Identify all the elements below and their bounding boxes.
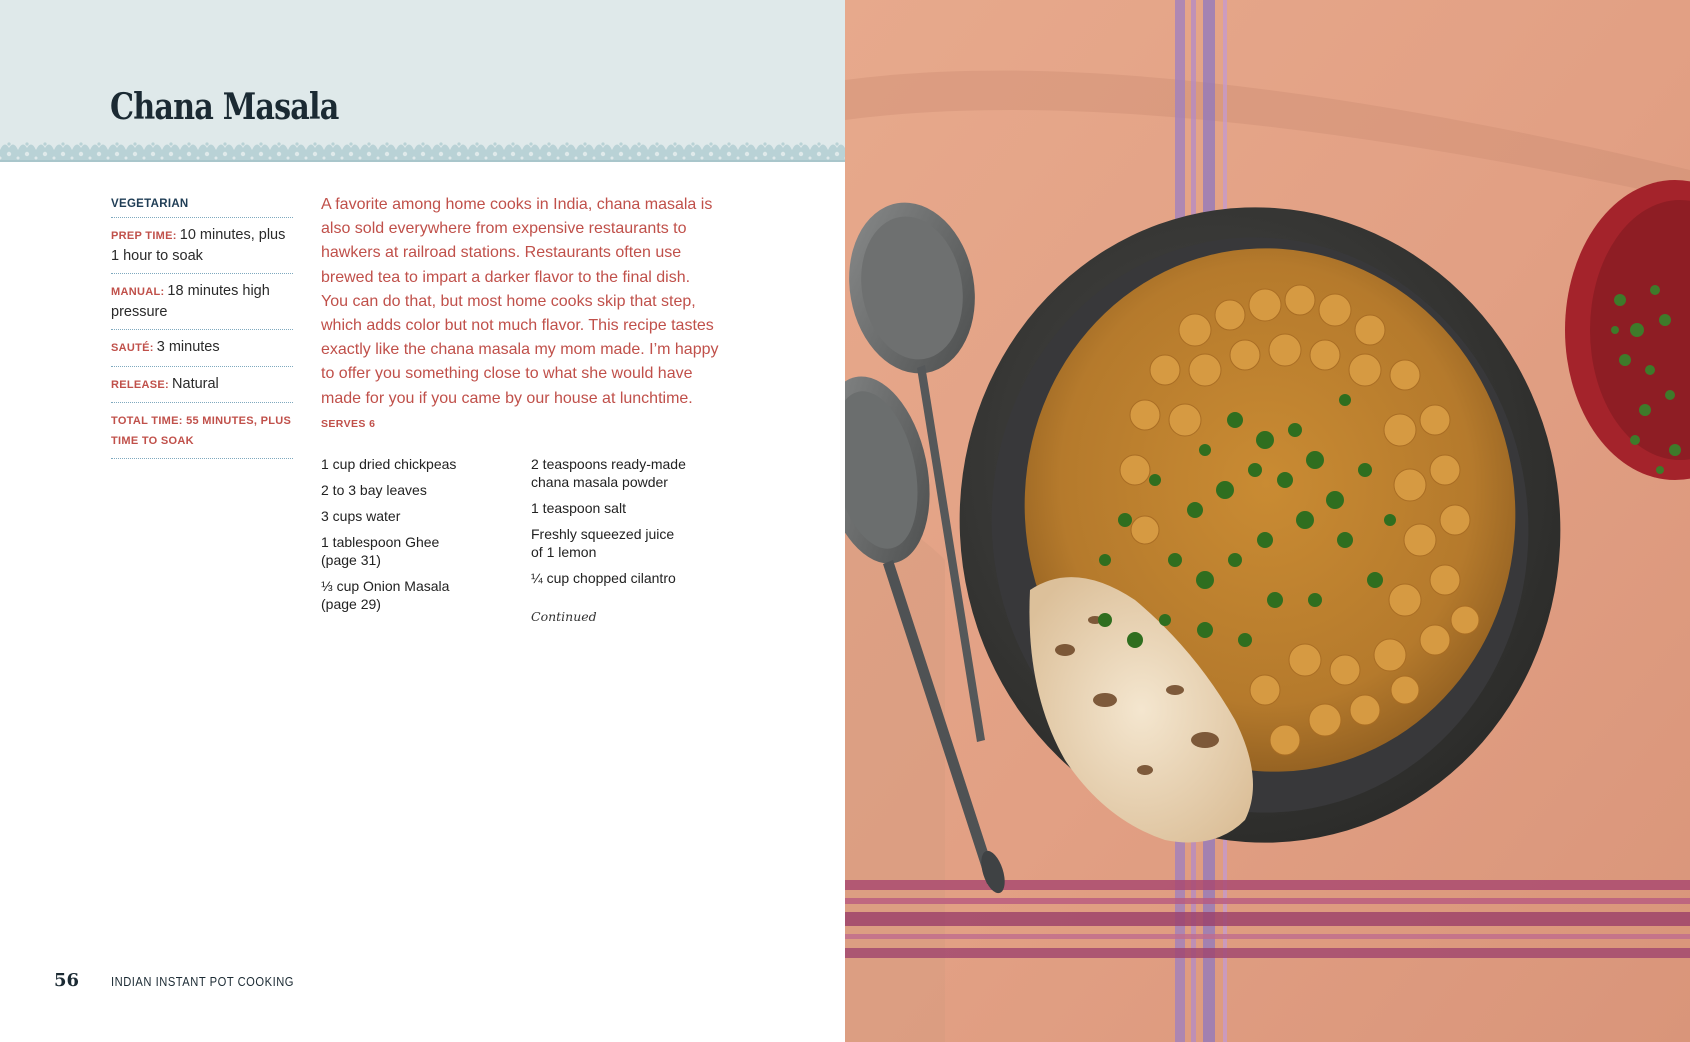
ingredients-column-2 xyxy=(531,455,731,595)
serves-label: SERVES 6 xyxy=(321,417,376,430)
recipe-title: Chana Masala xyxy=(110,86,339,128)
ingredient-item: 2 teaspoons ready-made chana masala powder xyxy=(531,456,686,490)
manual-label: MANUAL: xyxy=(111,286,165,298)
release-row xyxy=(111,367,293,404)
release-label: RELEASE: xyxy=(111,378,170,391)
total-time-row xyxy=(111,403,293,459)
ingredient-item: ¼ cup chopped cilantro xyxy=(531,570,676,586)
saute-value: 3 minutes xyxy=(156,339,220,355)
saute-label: SAUTÉ: xyxy=(111,342,154,354)
ingredient-item: 1 teaspoon salt xyxy=(531,500,626,516)
diet-tag: VEGETARIAN xyxy=(111,198,293,218)
ingredient-item: 3 cups water xyxy=(321,508,401,524)
ingredient-item: Freshly squeezed juice of 1 lemon xyxy=(531,526,675,560)
manual-value: 18 minutes high pressure xyxy=(111,283,270,320)
intro-text: A favorite among home cooks in India, chana masala is also sold everywhere from expensive restaurants to hawkers at railroad stations. Restaurants often use brewed tea to impart a darker flavor to the final dish. You can do that, but most home cooks skip that step, which adds color but not much flavor. This recipe tastes exactly like the chana masala my mom made. I’m happy to offer you something close to what she would have made for you if you came by our house at lunchtime. xyxy=(321,196,719,407)
ingredient-item: ⅓ cup Onion Masala (page 29) xyxy=(321,578,450,612)
manual-row xyxy=(111,274,293,330)
recipe-intro xyxy=(321,193,721,436)
prep-time-value: 10 minutes, plus 1 hour to soak xyxy=(111,227,286,264)
ingredients-column-1 xyxy=(321,455,511,621)
prep-time-row xyxy=(111,218,293,274)
saute-row xyxy=(111,330,293,367)
continued-note: Continued xyxy=(531,609,597,624)
ingredient-item: 1 tablespoon Ghee (page 31) xyxy=(321,534,440,568)
ingredient-item: 1 cup dried chickpeas xyxy=(321,456,457,472)
prep-time-label: PREP TIME: xyxy=(111,230,177,242)
lace-border xyxy=(0,136,845,162)
page-number: 56 xyxy=(54,970,80,991)
recipe-photo xyxy=(845,0,1690,1042)
release-value: Natural xyxy=(172,375,219,392)
recipe-meta-sidebar xyxy=(111,198,293,459)
total-time: TOTAL TIME: 55 MINUTES, PLUS TIME TO SOAK xyxy=(111,415,292,447)
running-head: INDIAN INSTANT POT COOKING xyxy=(111,974,295,989)
ingredient-item: 2 to 3 bay leaves xyxy=(321,482,427,498)
